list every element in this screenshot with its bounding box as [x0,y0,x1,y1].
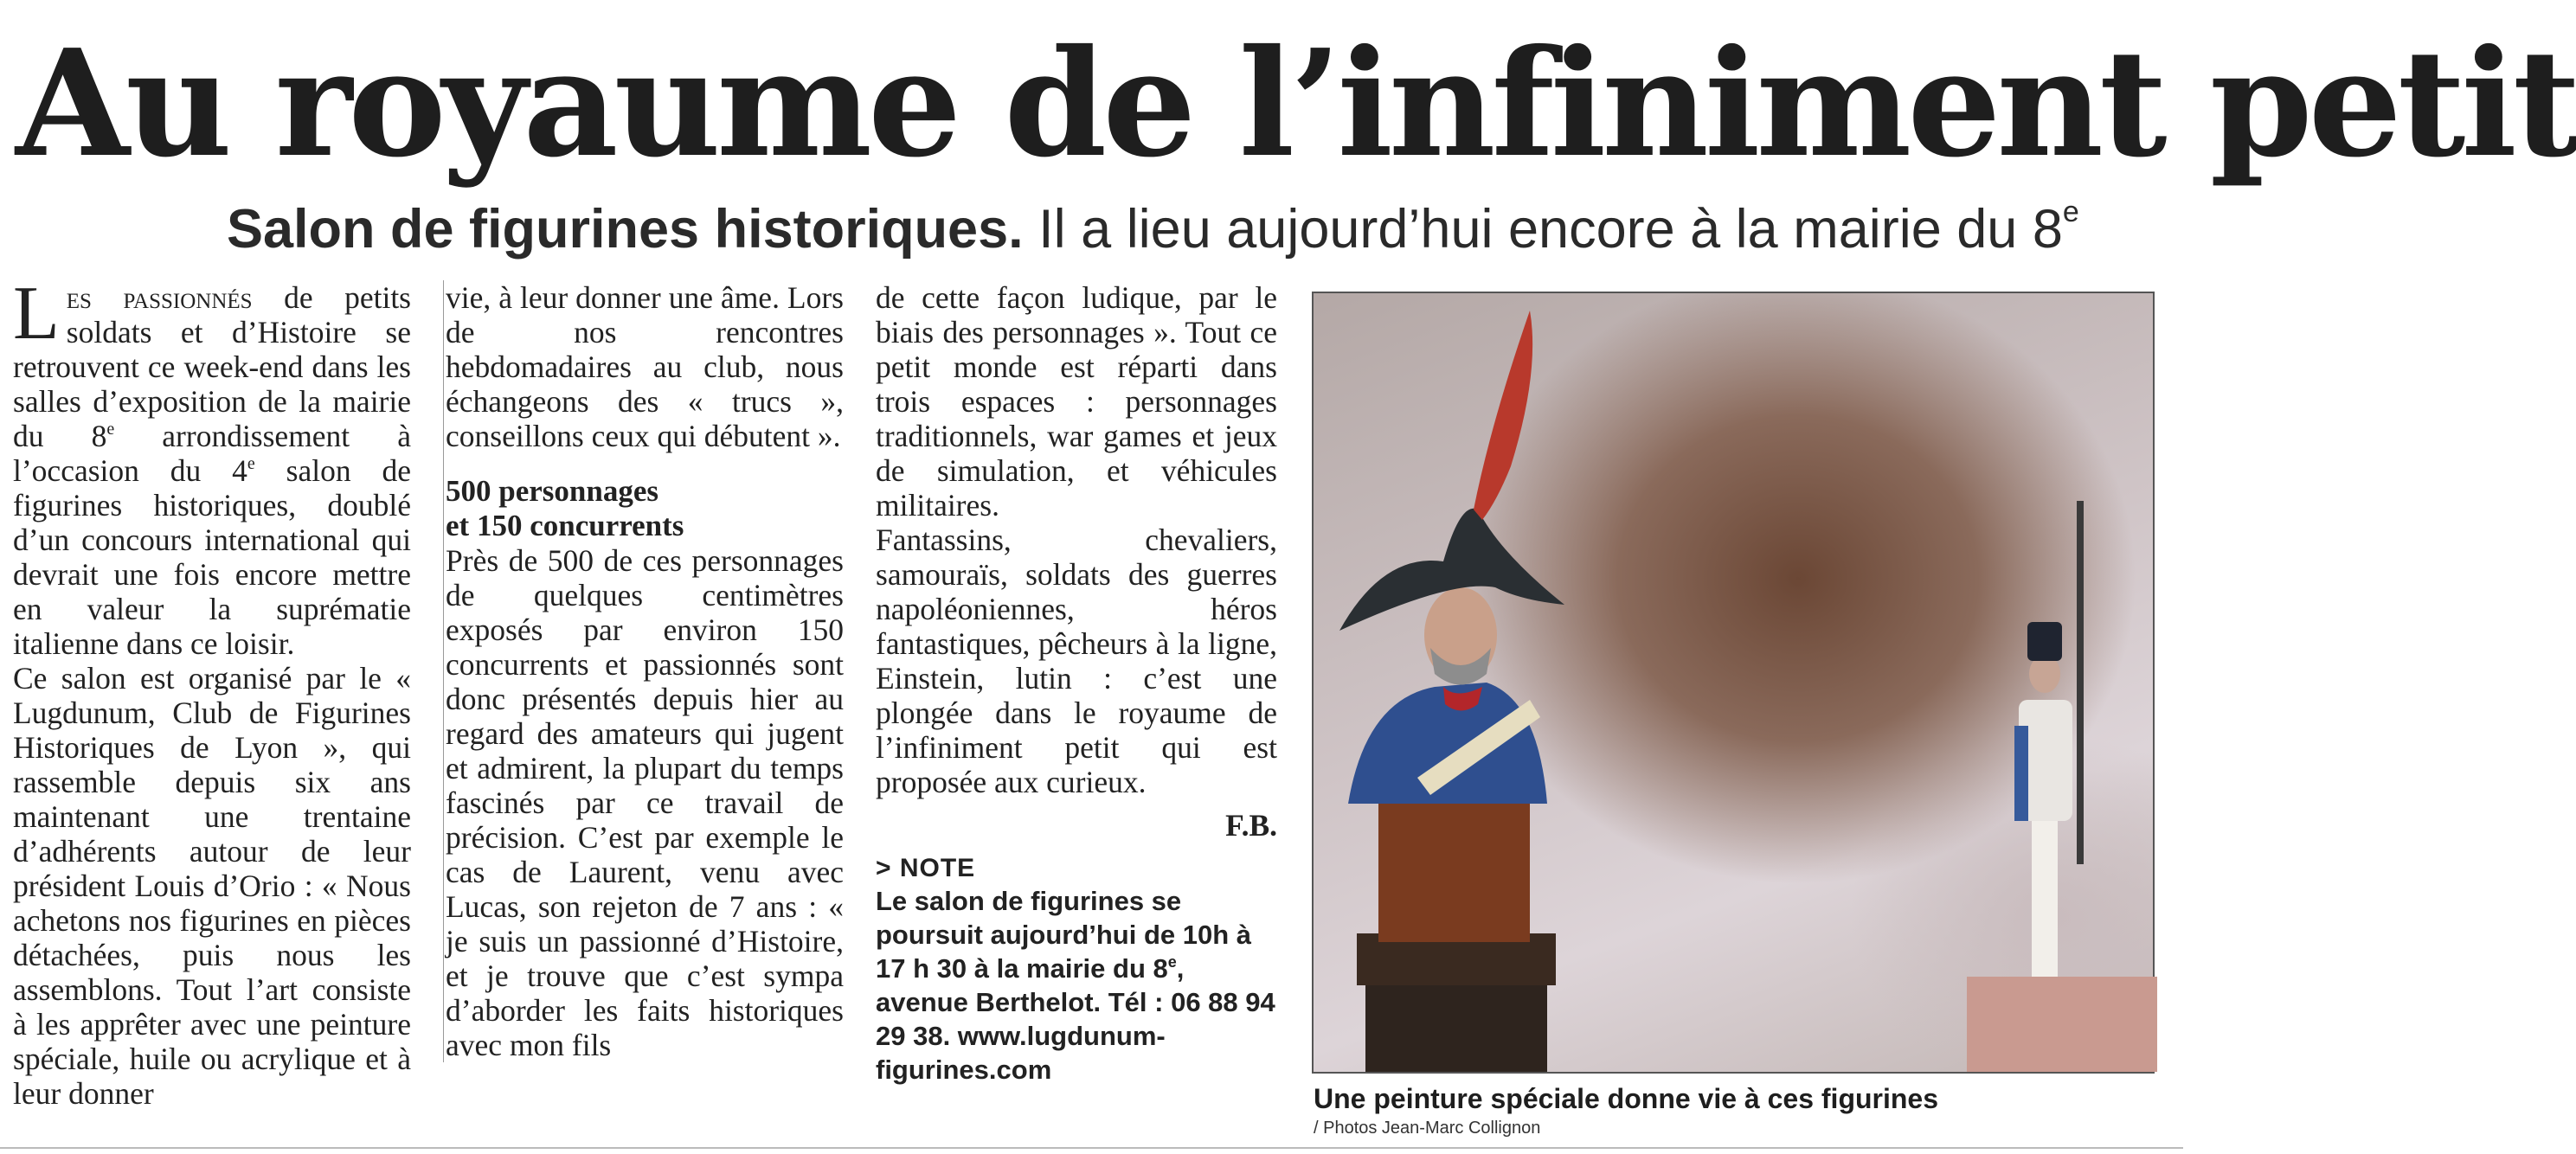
article-column-3 [876,280,1277,1087]
superscript: e [247,454,255,473]
subheadline [227,195,2174,264]
intertitle-line-2: et 150 concurrents [446,509,684,542]
superscript: e [1167,953,1177,971]
intertitle-line-1: 500 personnages [446,474,658,508]
column-1-text-c: salon de figurines historiques, doublé d’un concours international qui devrait une fois encore mettre en valeur la suprématie italienne dans ce loisir. [13,453,411,661]
photo-caption: Une peinture spéciale donne vie à ces figurines [1314,1083,1939,1114]
column-1-text-b: arrondissement à l’occasion du 4 [13,419,412,488]
column-1-paragraph-2: Ce salon est organisé par le « Lugdunum, Club de Figurines Historiques de Lyon », qui rassemble depuis six ans maintenant une trentaine d’adhérents autour de leur président Louis d’Orio : « Nous achetons nos figurines en pièces détachées, puis nous les assemblons. Tout l’art consiste à les apprêter avec une peinture spéciale, huile ou acrylique et à leur donner [13,661,411,1111]
note-label: > NOTE [876,854,976,882]
hat-plume [1474,311,1532,520]
figurines-photo [1312,292,2155,1074]
note-text [876,884,1277,1087]
column-3-paragraph-1: de cette façon ludique, par le biais des personnages ». Tout ce petit monde est réparti dans trois espaces : personnages traditionnels, war games et jeux de simulation, et véhicules militaires. [876,280,1277,523]
soldier-base [1967,977,2157,1072]
subheadline-rest: Il a lieu aujourd’hui encore à la mairie du 8 [1023,199,2063,260]
note-text-a: Le salon de figurines se poursuit aujourd’hui de 10h à 17 h 30 à la mairie du 8 [876,886,1252,984]
column-1-text-a: de petits soldats et d’Histoire se retrouvent ce week-end dans les salles d’exposition de la mairie du 8 [13,280,411,453]
note-text-b: , avenue Berthelot. Tél : 06 88 94 29 38. www.lugdunum-figurines.com [876,953,1275,1085]
article-column-2 [443,280,844,1062]
soldier-arm [2014,726,2028,821]
small-caps-opening: es passionnés [66,280,253,315]
bottom-rule [0,1147,2183,1149]
column-3-paragraph-2: Fantassins, chevaliers, samouraïs, soldats des guerres napoléoniennes, héros fantastiques, pêcheurs à la ligne, Einstein, lutin : c’est une plongée dans le royaume de l’infiniment petit qui est proposée aux curieux. [876,523,1277,799]
headline: Au royaume de l’infiniment petit [16,17,2576,190]
soldier-musket [2077,501,2084,864]
subheadline-superscript: e [2062,196,2079,228]
pedestal [1378,804,1530,942]
photo-credit: / Photos Jean-Marc Collignon [1314,1119,1541,1138]
subheadline-lead: Salon de figurines historiques. [227,199,1024,260]
superscript: e [106,420,115,439]
column-1-paragraph-1 [13,272,412,661]
column-2-paragraph-2: Près de 500 de ces personnages de quelques centimètres exposés par environ 150 concurrents et passionnés sont donc présentés depuis hier au regard des amateurs qui jugent et admirent, la plupart du temps fascinés par ce travail de précision. C’est par exemple le cas de Laurent, venu avec Lucas, son rejeton de 7 ans : « je suis un passionné d’Histoire, et je trouve que c’est sympa d’aborder les faits historiques avec mon fils [446,543,844,1062]
figurines-illustration [1314,293,2153,1072]
article-column-1 [13,272,412,1111]
soldier-shako [2027,622,2062,661]
author-signature: F.B. [1225,808,1277,843]
drop-cap: L [13,272,60,356]
column-2-paragraph-1: vie, à leur donner une âme. Lors de nos rencontres hebdomadaires au club, nous échangeons des « trucs », conseillons ceux qui débutent ». [446,280,844,453]
intertitle [446,474,844,543]
soldier-legs [2032,812,2058,977]
pedestal-plinth [1365,985,1547,1072]
